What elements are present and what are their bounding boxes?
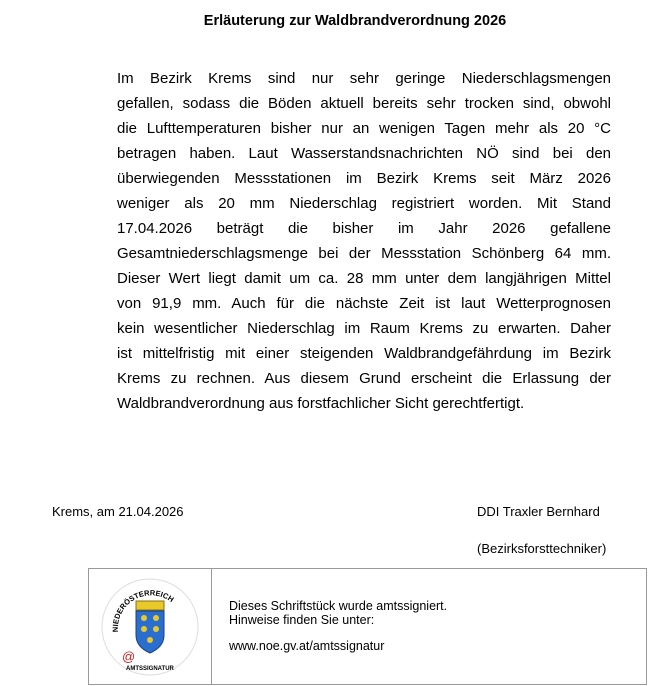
signer-role: (Bezirksforsttechniker) (477, 541, 607, 556)
body-line: Gesamtniederschlagsmenge bei der Messstation Schönberg 64 mm. (117, 245, 611, 262)
body-line: weniger als 20 mm Niederschlag registriert worden. Mit Stand (117, 195, 611, 212)
body-line: Dieser Wert liegt damit um ca. 28 mm unter dem langjährigen Mittel (117, 270, 611, 287)
body-line: kein wesentlicher Niederschlag im Raum Krems zu erwarten. Daher (117, 320, 611, 337)
body-line: betragen haben. Laut Wasserstandsnachrichten NÖ sind bei den (117, 145, 611, 162)
place-date: Krems, am 21.04.2026 (52, 504, 184, 519)
seal-cell (89, 569, 212, 684)
signature-notice-line2: Hinweise finden Sie unter: (229, 613, 375, 627)
signer-name: DDI Traxler Bernhard (477, 504, 600, 519)
body-line: Waldbrandverordnung aus forstfachlicher Sicht gerechtfertigt. (117, 395, 525, 412)
body-line: gefallen, sodass die Böden aktuell bereits sehr trocken sind, obwohl (117, 95, 611, 112)
svg-text:NIEDERÖSTERREICH: NIEDERÖSTERREICH (110, 587, 176, 632)
amtssignatur-seal-icon (100, 577, 200, 677)
body-line: 17.04.2026 beträgt die bisher im Jahr 2026 gefallene (117, 220, 611, 237)
signature-block (88, 568, 647, 685)
body-line: von 91,9 mm. Auch für die nächste Zeit ist laut Wetterprognosen (117, 295, 611, 312)
document-title: Erläuterung zur Waldbrandverordnung 2026 (203, 13, 507, 29)
svg-text:AMTSSIGNATUR: AMTSSIGNATUR (126, 665, 174, 672)
body-line: die Lufttemperaturen bisher nur an wenigen Tagen mehr als 20 °C (117, 120, 611, 137)
body-paragraph (117, 66, 611, 416)
body-line: ist mittelfristig mit einer steigenden Waldbrandgefährdung im Bezirk (117, 345, 611, 362)
signature-notice-line1: Dieses Schriftstück wurde amtssigniert. (229, 599, 448, 613)
signature-url[interactable]: www.noe.gv.at/amtssignatur (229, 639, 385, 653)
body-line: Krems zu rechnen. Aus diesem Grund erscheint die Erlassung der (117, 370, 611, 387)
body-line: überwiegenden Messstationen im Bezirk Krems seit März 2026 (117, 170, 611, 187)
svg-text:@: @ (122, 648, 136, 664)
body-line: Im Bezirk Krems sind nur sehr geringe Niederschlagsmengen (117, 70, 611, 87)
